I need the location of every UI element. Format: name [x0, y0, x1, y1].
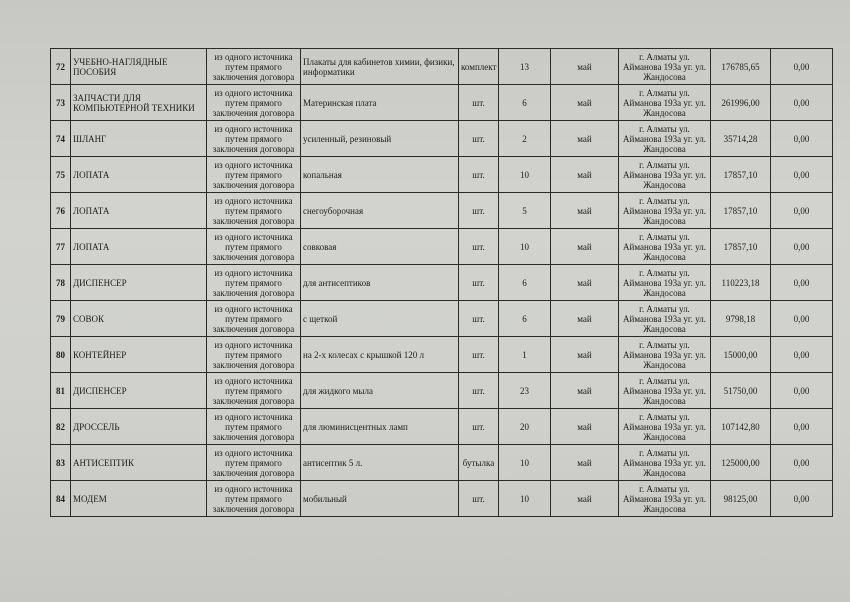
advance-amount-cell: 0,00: [771, 193, 833, 229]
table-row: [51, 409, 833, 445]
amount-cell: 9798,18: [711, 301, 771, 337]
quantity-cell: 2: [499, 121, 551, 157]
procurement-method-cell: из одного источника путем прямого заключения договора: [207, 445, 301, 481]
amount-cell: 110223,18: [711, 265, 771, 301]
amount-cell: 15000,00: [711, 337, 771, 373]
item-name-cell: ЛОПАТА: [71, 193, 207, 229]
delivery-month-cell: май: [551, 337, 619, 373]
procurement-method-cell: из одного источника путем прямого заключения договора: [207, 301, 301, 337]
unit-of-measure-cell: шт.: [459, 337, 499, 373]
advance-amount-cell: 0,00: [771, 85, 833, 121]
delivery-address-cell: г. Алматы ул. Айманова 193а уг. ул. Жандосова: [619, 121, 711, 157]
item-specification-cell: Материнская плата: [301, 85, 459, 121]
row-number-cell: 83: [51, 445, 71, 481]
delivery-address-cell: г. Алматы ул. Айманова 193а уг. ул. Жандосова: [619, 229, 711, 265]
item-specification-cell: для жидкого мыла: [301, 373, 459, 409]
delivery-address-cell: г. Алматы ул. Айманова 193а уг. ул. Жандосова: [619, 409, 711, 445]
unit-of-measure-cell: шт.: [459, 301, 499, 337]
item-name-cell: ШЛАНГ: [71, 121, 207, 157]
delivery-month-cell: май: [551, 409, 619, 445]
item-name-cell: ЗАПЧАСТИ ДЛЯ КОМПЬЮТЕРНОЙ ТЕХНИКИ: [71, 85, 207, 121]
procurement-method-cell: из одного источника путем прямого заключения договора: [207, 157, 301, 193]
quantity-cell: 6: [499, 265, 551, 301]
item-name-cell: ДИСПЕНСЕР: [71, 373, 207, 409]
delivery-address-cell: г. Алматы ул. Айманова 193а уг. ул. Жандосова: [619, 337, 711, 373]
item-name-cell: УЧЕБНО-НАГЛЯДНЫЕ ПОСОБИЯ: [71, 49, 207, 85]
row-number-cell: 82: [51, 409, 71, 445]
item-name-cell: СОВОК: [71, 301, 207, 337]
unit-of-measure-cell: шт.: [459, 85, 499, 121]
procurement-method-cell: из одного источника путем прямого заключения договора: [207, 409, 301, 445]
advance-amount-cell: 0,00: [771, 229, 833, 265]
table-row: [51, 193, 833, 229]
row-number-cell: 78: [51, 265, 71, 301]
delivery-address-cell: г. Алматы ул. Айманова 193а уг. ул. Жандосова: [619, 301, 711, 337]
row-number-cell: 80: [51, 337, 71, 373]
table-row: [51, 49, 833, 85]
row-number-cell: 73: [51, 85, 71, 121]
quantity-cell: 1: [499, 337, 551, 373]
item-specification-cell: Плакаты для кабинетов химии, физики, информатики: [301, 49, 459, 85]
amount-cell: 98125,00: [711, 481, 771, 517]
procurement-method-cell: из одного источника путем прямого заключения договора: [207, 481, 301, 517]
amount-cell: 17857,10: [711, 157, 771, 193]
item-name-cell: ДРОССЕЛЬ: [71, 409, 207, 445]
delivery-address-cell: г. Алматы ул. Айманова 193а уг. ул. Жандосова: [619, 265, 711, 301]
item-specification-cell: снегоуборочная: [301, 193, 459, 229]
row-number-cell: 79: [51, 301, 71, 337]
table-row: [51, 445, 833, 481]
table-row: [51, 373, 833, 409]
amount-cell: 125000,00: [711, 445, 771, 481]
unit-of-measure-cell: шт.: [459, 229, 499, 265]
table-row: [51, 265, 833, 301]
item-specification-cell: мобильный: [301, 481, 459, 517]
amount-cell: 107142,80: [711, 409, 771, 445]
quantity-cell: 6: [499, 301, 551, 337]
procurement-method-cell: из одного источника путем прямого заключения договора: [207, 49, 301, 85]
row-number-cell: 76: [51, 193, 71, 229]
advance-amount-cell: 0,00: [771, 49, 833, 85]
item-name-cell: АНТИСЕПТИК: [71, 445, 207, 481]
advance-amount-cell: 0,00: [771, 445, 833, 481]
procurement-method-cell: из одного источника путем прямого заключения договора: [207, 193, 301, 229]
unit-of-measure-cell: шт.: [459, 265, 499, 301]
item-name-cell: ЛОПАТА: [71, 157, 207, 193]
table-row: [51, 229, 833, 265]
unit-of-measure-cell: шт.: [459, 157, 499, 193]
delivery-address-cell: г. Алматы ул. Айманова 193а уг. ул. Жандосова: [619, 85, 711, 121]
item-specification-cell: совковая: [301, 229, 459, 265]
unit-of-measure-cell: шт.: [459, 193, 499, 229]
table-row: [51, 481, 833, 517]
row-number-cell: 81: [51, 373, 71, 409]
quantity-cell: 20: [499, 409, 551, 445]
procurement-method-cell: из одного источника путем прямого заключения договора: [207, 229, 301, 265]
delivery-month-cell: май: [551, 301, 619, 337]
advance-amount-cell: 0,00: [771, 481, 833, 517]
amount-cell: 17857,10: [711, 193, 771, 229]
item-name-cell: КОНТЕЙНЕР: [71, 337, 207, 373]
delivery-month-cell: май: [551, 121, 619, 157]
delivery-month-cell: май: [551, 229, 619, 265]
advance-amount-cell: 0,00: [771, 265, 833, 301]
amount-cell: 176785,65: [711, 49, 771, 85]
table-row: [51, 157, 833, 193]
item-specification-cell: для антисептиков: [301, 265, 459, 301]
table-row: [51, 85, 833, 121]
advance-amount-cell: 0,00: [771, 337, 833, 373]
unit-of-measure-cell: комплект: [459, 49, 499, 85]
unit-of-measure-cell: шт.: [459, 373, 499, 409]
quantity-cell: 23: [499, 373, 551, 409]
delivery-month-cell: май: [551, 265, 619, 301]
procurement-table: [50, 48, 833, 517]
advance-amount-cell: 0,00: [771, 409, 833, 445]
item-name-cell: МОДЕМ: [71, 481, 207, 517]
quantity-cell: 5: [499, 193, 551, 229]
item-specification-cell: антисептик 5 л.: [301, 445, 459, 481]
procurement-method-cell: из одного источника путем прямого заключения договора: [207, 85, 301, 121]
row-number-cell: 72: [51, 49, 71, 85]
quantity-cell: 6: [499, 85, 551, 121]
table-row: [51, 121, 833, 157]
delivery-address-cell: г. Алматы ул. Айманова 193а уг. ул. Жандосова: [619, 481, 711, 517]
item-name-cell: ДИСПЕНСЕР: [71, 265, 207, 301]
amount-cell: 261996,00: [711, 85, 771, 121]
quantity-cell: 10: [499, 481, 551, 517]
quantity-cell: 10: [499, 445, 551, 481]
delivery-address-cell: г. Алматы ул. Айманова 193а уг. ул. Жандосова: [619, 445, 711, 481]
delivery-address-cell: г. Алматы ул. Айманова 193а уг. ул. Жандосова: [619, 193, 711, 229]
advance-amount-cell: 0,00: [771, 157, 833, 193]
quantity-cell: 10: [499, 157, 551, 193]
delivery-month-cell: май: [551, 49, 619, 85]
unit-of-measure-cell: бутылка: [459, 445, 499, 481]
delivery-month-cell: май: [551, 373, 619, 409]
item-specification-cell: усиленный, резиновый: [301, 121, 459, 157]
delivery-month-cell: май: [551, 85, 619, 121]
amount-cell: 35714,28: [711, 121, 771, 157]
delivery-address-cell: г. Алматы ул. Айманова 193а уг. ул. Жандосова: [619, 157, 711, 193]
procurement-method-cell: из одного источника путем прямого заключения договора: [207, 373, 301, 409]
delivery-month-cell: май: [551, 445, 619, 481]
procurement-method-cell: из одного источника путем прямого заключения договора: [207, 121, 301, 157]
quantity-cell: 10: [499, 229, 551, 265]
advance-amount-cell: 0,00: [771, 301, 833, 337]
amount-cell: 51750,00: [711, 373, 771, 409]
item-specification-cell: с щеткой: [301, 301, 459, 337]
delivery-address-cell: г. Алматы ул. Айманова 193а уг. ул. Жандосова: [619, 49, 711, 85]
delivery-address-cell: г. Алматы ул. Айманова 193а уг. ул. Жандосова: [619, 373, 711, 409]
advance-amount-cell: 0,00: [771, 373, 833, 409]
delivery-month-cell: май: [551, 157, 619, 193]
table-row: [51, 337, 833, 373]
unit-of-measure-cell: шт.: [459, 121, 499, 157]
row-number-cell: 75: [51, 157, 71, 193]
row-number-cell: 77: [51, 229, 71, 265]
row-number-cell: 84: [51, 481, 71, 517]
item-name-cell: ЛОПАТА: [71, 229, 207, 265]
unit-of-measure-cell: шт.: [459, 481, 499, 517]
item-specification-cell: для люминисцентных ламп: [301, 409, 459, 445]
unit-of-measure-cell: шт.: [459, 409, 499, 445]
quantity-cell: 13: [499, 49, 551, 85]
amount-cell: 17857,10: [711, 229, 771, 265]
advance-amount-cell: 0,00: [771, 121, 833, 157]
procurement-method-cell: из одного источника путем прямого заключения договора: [207, 337, 301, 373]
row-number-cell: 74: [51, 121, 71, 157]
item-specification-cell: копальная: [301, 157, 459, 193]
delivery-month-cell: май: [551, 481, 619, 517]
table-row: [51, 301, 833, 337]
delivery-month-cell: май: [551, 193, 619, 229]
procurement-method-cell: из одного источника путем прямого заключения договора: [207, 265, 301, 301]
item-specification-cell: на 2-х колесах с крышкой 120 л: [301, 337, 459, 373]
